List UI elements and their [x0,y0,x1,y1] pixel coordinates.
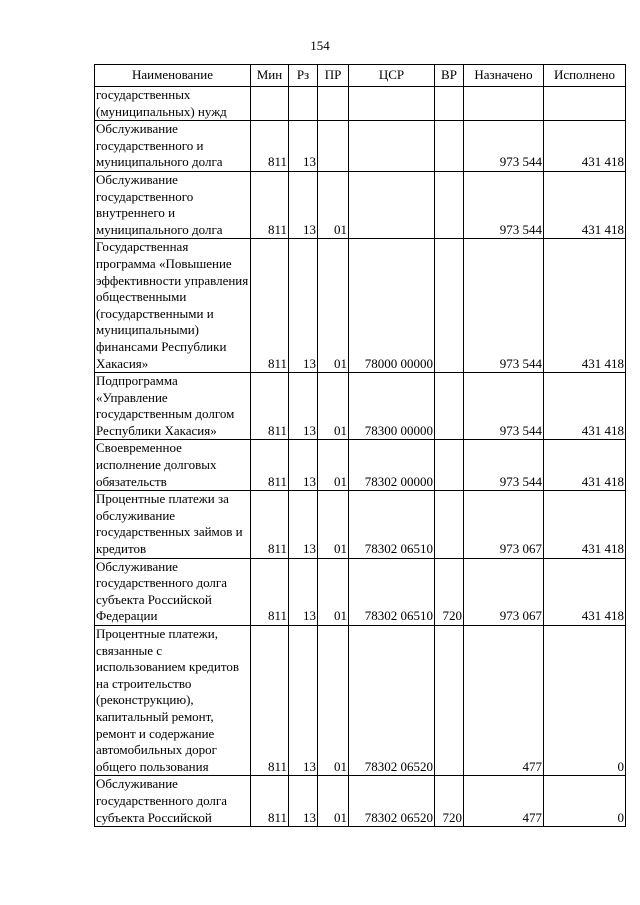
row-assigned: 973 544 [464,373,544,440]
row-name: Процентные платежи, связанные с использованием кредитов на строительство (реконструкцию), капитальный ремонт, ремонт и содержание автомобильных дорог общего пользования [95,626,251,776]
row-min: 811 [251,239,289,373]
row-min: 811 [251,171,289,238]
budget-table [94,64,626,827]
header-csr: ЦСР [349,65,435,87]
header-pr: ПР [318,65,349,87]
table-row [95,239,626,373]
row-rz: 13 [289,373,318,440]
row-min [251,87,289,121]
row-csr: 78302 06510 [349,558,435,625]
row-vr [435,239,464,373]
table-row [95,558,626,625]
row-pr: 01 [318,171,349,238]
row-pr: 01 [318,491,349,558]
header-rz: Рз [289,65,318,87]
row-name: государственных (муниципальных) нужд [95,87,251,121]
row-executed: 431 418 [544,239,626,373]
row-csr [349,121,435,172]
row-min: 811 [251,121,289,172]
row-csr: 78302 06510 [349,491,435,558]
row-vr [435,491,464,558]
row-pr [318,87,349,121]
row-min: 811 [251,491,289,558]
row-rz: 13 [289,491,318,558]
table-row [95,440,626,491]
header-executed: Исполнено [544,65,626,87]
row-rz: 13 [289,626,318,776]
page-number: 154 [310,38,330,53]
row-pr: 01 [318,239,349,373]
row-assigned: 477 [464,776,544,827]
table-row [95,87,626,121]
row-rz: 13 [289,239,318,373]
row-name: Обслуживание государственного и муниципального долга [95,121,251,172]
row-csr [349,171,435,238]
table-row [95,491,626,558]
table-row [95,373,626,440]
row-csr: 78302 00000 [349,440,435,491]
row-executed: 0 [544,626,626,776]
row-csr: 78302 06520 [349,776,435,827]
row-pr: 01 [318,776,349,827]
row-csr: 78302 06520 [349,626,435,776]
row-vr [435,121,464,172]
row-assigned: 477 [464,626,544,776]
row-executed: 431 418 [544,171,626,238]
row-name: Процентные платежи за обслуживание государственных займов и кредитов [95,491,251,558]
row-vr [435,171,464,238]
row-name: Подпрограмма «Управление государственным долгом Республики Хакасия» [95,373,251,440]
table-row [95,626,626,776]
row-rz: 13 [289,171,318,238]
table-row [95,776,626,827]
header-min: Мин [251,65,289,87]
row-min: 811 [251,373,289,440]
row-csr [349,87,435,121]
row-assigned [464,87,544,121]
row-pr [318,121,349,172]
row-pr: 01 [318,373,349,440]
row-name: Обслуживание государственного долга субъекта Российской Федерации [95,558,251,625]
row-executed [544,87,626,121]
row-name: Обслуживание государственного внутреннего и муниципального долга [95,171,251,238]
row-executed: 0 [544,776,626,827]
row-name: Своевременное исполнение долговых обязательств [95,440,251,491]
row-rz: 13 [289,121,318,172]
header-vr: ВР [435,65,464,87]
row-assigned: 973 067 [464,558,544,625]
table-row [95,121,626,172]
row-assigned: 973 544 [464,171,544,238]
row-assigned: 973 544 [464,239,544,373]
row-pr: 01 [318,626,349,776]
row-vr [435,373,464,440]
row-vr: 720 [435,776,464,827]
row-name: Государственная программа «Повышение эффективности управления общественными (государственными и муниципальными) финансами Республики Хакасия» [95,239,251,373]
row-executed: 431 418 [544,558,626,625]
row-min: 811 [251,558,289,625]
row-rz [289,87,318,121]
row-executed: 431 418 [544,121,626,172]
row-assigned: 973 067 [464,491,544,558]
row-min: 811 [251,776,289,827]
row-pr: 01 [318,440,349,491]
row-csr: 78300 00000 [349,373,435,440]
row-vr: 720 [435,558,464,625]
table-row [95,171,626,238]
row-min: 811 [251,440,289,491]
row-name: Обслуживание государственного долга субъекта Российской [95,776,251,827]
row-assigned: 973 544 [464,440,544,491]
table-header-row [95,65,626,87]
row-vr [435,626,464,776]
row-vr [435,87,464,121]
row-assigned: 973 544 [464,121,544,172]
header-name: Наименование [95,65,251,87]
row-rz: 13 [289,440,318,491]
row-pr: 01 [318,558,349,625]
header-assigned: Назначено [464,65,544,87]
row-executed: 431 418 [544,373,626,440]
row-rz: 13 [289,776,318,827]
row-min: 811 [251,626,289,776]
row-csr: 78000 00000 [349,239,435,373]
row-executed: 431 418 [544,440,626,491]
row-rz: 13 [289,558,318,625]
row-executed: 431 418 [544,491,626,558]
row-vr [435,440,464,491]
